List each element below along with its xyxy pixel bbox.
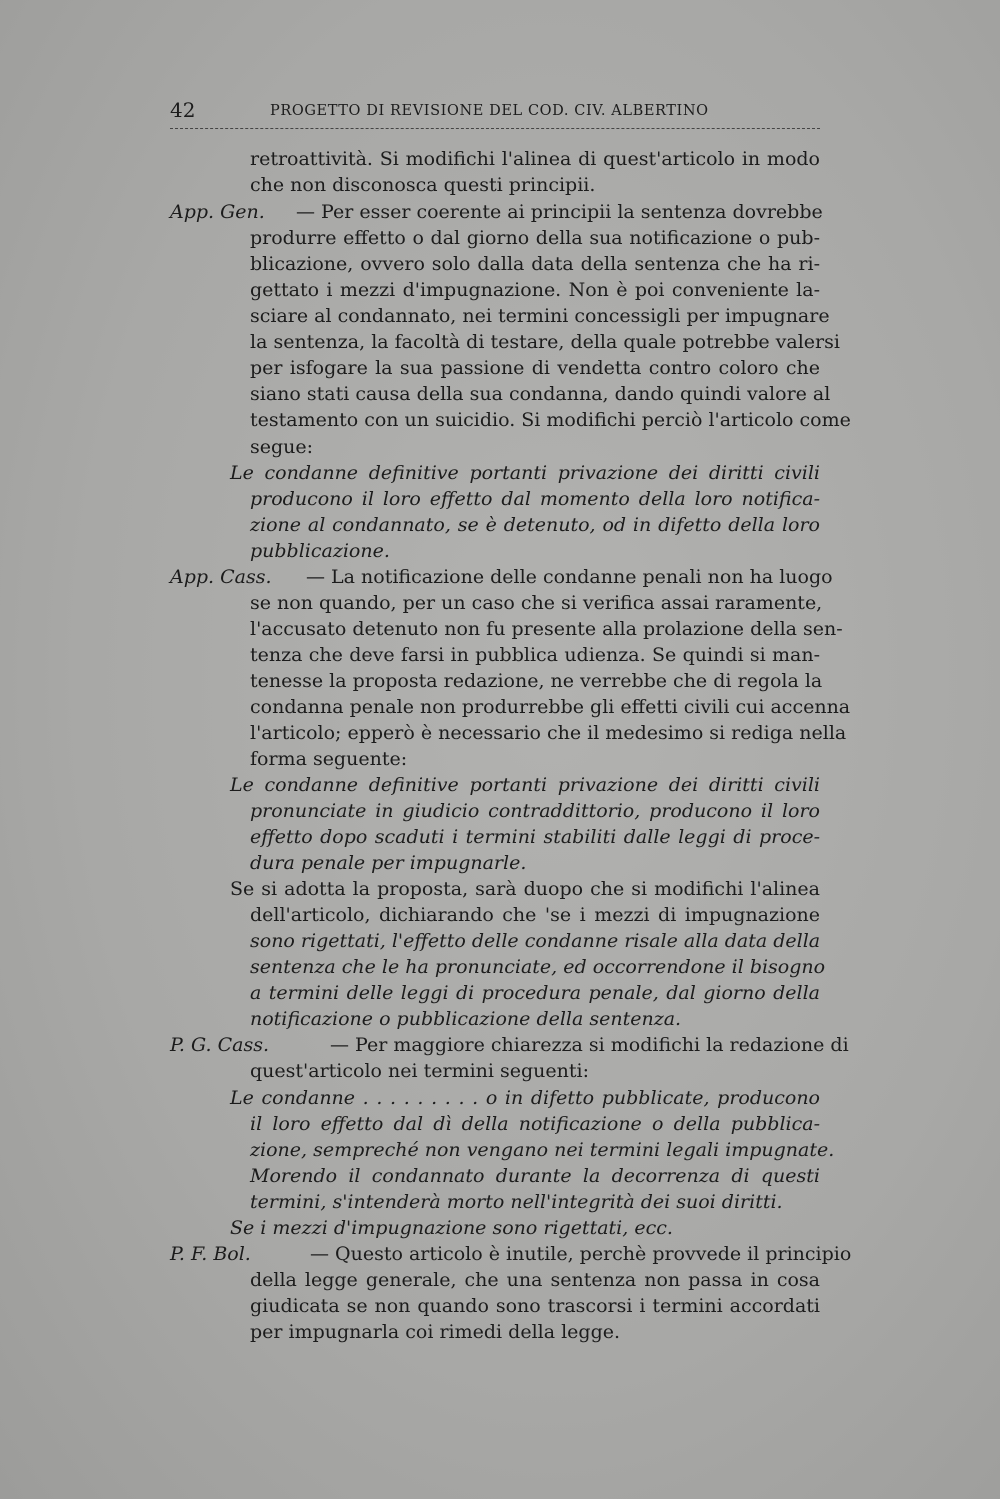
text-line: segue: xyxy=(250,436,314,458)
text-line: condanna penale non produrrebbe gli effetti civili cui accenna xyxy=(250,696,851,718)
text-line: notificazione o pubblicazione della sentenza. xyxy=(250,1008,682,1030)
text-line: tenesse la proposta redazione, ne verrebbe che di regola la xyxy=(250,670,823,692)
text-line: produrre effetto o dal giorno della sua notificazione o pub- xyxy=(250,227,820,249)
page-header xyxy=(170,98,820,129)
text-line: siano stati causa della sua condanna, dando quindi valore al xyxy=(250,383,831,405)
page-number: 42 xyxy=(170,98,196,122)
text-line: blicazione, ovvero solo dalla data della sentenza che ha ri- xyxy=(250,253,820,275)
text-line: l'articolo; epperò è necessario che il medesimo si rediga nella xyxy=(250,722,847,744)
text-line: effetto dopo scaduti i termini stabiliti dalle leggi di proce- xyxy=(250,826,820,848)
text-line: l'accusato detenuto non fu presente alla prolazione della sen- xyxy=(250,618,843,640)
text-line: zione al condannato, se è detenuto, od in difetto della loro xyxy=(250,514,820,536)
text-line: se non quando, per un caso che si verifica assai raramente, xyxy=(250,592,823,614)
text-line: dura penale per impugnarle. xyxy=(250,852,527,874)
text-line: dell'articolo, dichiarando che 'se i mezzi di impugnazione xyxy=(250,904,820,926)
speaker-label: App. Cass. xyxy=(170,566,272,588)
speaker-label: P. F. Bol. xyxy=(170,1243,251,1265)
text-line: pubblicazione. xyxy=(250,540,390,562)
text-line: — Per maggiore chiarezza si modifichi la redazione di xyxy=(330,1034,849,1056)
text-line: il loro effetto dal dì della notificazione o della pubblica- xyxy=(250,1113,820,1135)
text-line: a termini delle leggi di procedura penale, dal giorno della xyxy=(250,982,820,1004)
text-line: termini, s'intenderà morto nell'integrità dei suoi diritti. xyxy=(250,1191,783,1213)
text-line: per impugnarla coi rimedi della legge. xyxy=(250,1321,621,1343)
text-line: quest'articolo nei termini seguenti: xyxy=(250,1060,590,1082)
text-line: — La notificazione delle condanne penali non ha luogo xyxy=(306,566,833,588)
text-line: per isfogare la sua passione di vendetta contro coloro che xyxy=(250,357,820,379)
text-line: zione, sempreché non vengano nei termini legali impugnate. xyxy=(250,1139,835,1161)
text-line: pronunciate in giudicio contraddittorio, producono il loro xyxy=(250,800,820,822)
text-line: Le condanne definitive portanti privazione dei diritti civili xyxy=(230,774,820,796)
text-line: retroattività. Si modifichi l'alinea di quest'articolo in modo xyxy=(250,148,820,170)
text-line: — Questo articolo è inutile, perchè provvede il principio xyxy=(310,1243,852,1265)
running-title: PROGETTO DI REVISIONE DEL COD. CIV. ALBERTINO xyxy=(270,103,709,119)
text-line: gettato i mezzi d'impugnazione. Non è poi conveniente la- xyxy=(250,279,820,301)
text-line: Se si adotta la proposta, sarà duopo che si modifichi l'alinea xyxy=(230,878,820,900)
text-line: che non disconosca questi principii. xyxy=(250,174,596,196)
text-line: Le condanne . . . . . . . . . o in difetto pubblicate, producono xyxy=(230,1087,820,1109)
text-line: sono rigettati, l'effetto delle condanne risale alla data della xyxy=(250,930,821,952)
text-line: Le condanne definitive portanti privazione dei diritti civili xyxy=(230,462,820,484)
text-line: producono il loro effetto dal momento della loro notifica- xyxy=(250,488,820,510)
text-line: Se i mezzi d'impugnazione sono rigettati, ecc. xyxy=(230,1217,673,1239)
text-line: della legge generale, che una sentenza non passa in cosa xyxy=(250,1269,820,1291)
text-line: forma seguente: xyxy=(250,748,408,770)
text-line: testamento con un suicidio. Si modifichi perciò l'articolo come xyxy=(250,409,851,431)
text-line: Morendo il condannato durante la decorrenza di questi xyxy=(250,1165,820,1187)
speaker-label: App. Gen. xyxy=(170,201,265,223)
text-line: la sentenza, la facoltà di testare, della quale potrebbe valersi xyxy=(250,331,840,353)
text-line: sentenza che le ha pronunciate, ed occorrendone il bisogno xyxy=(250,956,826,978)
text-line: tenza che deve farsi in pubblica udienza. Se quindi si man- xyxy=(250,644,820,666)
speaker-label: P. G. Cass. xyxy=(170,1034,269,1056)
text-line: — Per esser coerente ai principii la sentenza dovrebbe xyxy=(296,201,823,223)
text-line: sciare al condannato, nei termini concessigli per impugnare xyxy=(250,305,830,327)
text-line: giudicata se non quando sono trascorsi i termini accordati xyxy=(250,1295,820,1317)
